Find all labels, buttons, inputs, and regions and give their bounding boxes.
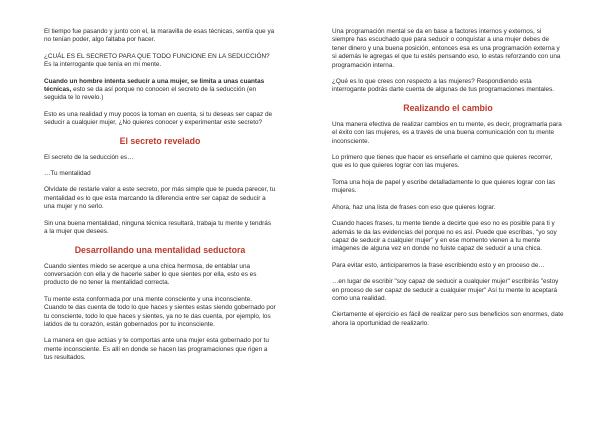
bold-lead-text: Cuando un hombre intenta seducir a una mujer, se limita a unas cuantas técnicas, bbox=[44, 77, 265, 94]
left-column bbox=[44, 28, 276, 371]
paragraph: Una manera efectiva de realizar cambios en tu mente, es decir, programarla para el éxito con las mujeres, es a través de una buena comunicación con tu mente inconsciente. bbox=[332, 120, 562, 145]
paragraph: Tu mente esta conformada por una mente consciente y una inconsciente. Cuando te das cuenta de todo lo que haces y sientes estas siendo gobernado por tu consciente, todo lo que haces y sientes, ya no te das cuenta, por ejemplo, los latidos de tu corazón, están gobernados por tu inconsciente. bbox=[44, 295, 276, 328]
section-heading-cambio: Realizando el cambio bbox=[403, 102, 493, 113]
paragraph: ¿Qué es lo que crees con respecto a las mujeres? Respondiendo esta interrogante podrás darte cuenta de algunas de tus programaciones mentales. bbox=[332, 78, 555, 94]
paragraph: Para evitar esto, anticiparemos la frase escribiendo esto y en proceso de… bbox=[332, 261, 545, 269]
paragraph: Cuando haces frases, tu mente tiende a decirte que eso no es posible para ti y además te da las evidencias del porque no es así. Puede que escribas, "yo soy capaz de seducir a cualquier mujer" y en ese momento vienen a tu mente imágenes de alguna vez en donde no fuiste capaz de seducir a una chica. bbox=[332, 220, 557, 253]
paragraph: Una programación mental se da en base a factores internos y externos, si siempre has escuchado que para seducir o conquistar a una mujer debes de tener dinero y una buena posición, entonces esa es una programación externa y si además le agregas el que tu estés pensando eso, lo estas reforzando con una programación interna. bbox=[332, 28, 561, 69]
paragraph: Toma una hoja de papel y escribe detalladamente lo que quieres lograr con las mujeres. bbox=[332, 178, 556, 195]
section-heading-secreto: El secreto revelado bbox=[119, 135, 201, 146]
paragraph: ¿CUÁL ES EL SECRETO PARA QUE TODO FUNCIONE EN LA SEDUCCIÓN? Es la interrogante que tenía en mi mente. bbox=[44, 52, 270, 69]
paragraph: Esto es una realidad y muy pocos la toman en cuenta, si tu deseas ser capaz de seducir a cualquier mujer, ¿No quieres conocer y experimentar este secreto? bbox=[44, 110, 273, 127]
paragraph-rest: esto se da así porque no conocen el secreto de la seducción (en seguida te lo revelo.) bbox=[44, 86, 257, 102]
paragraph: Olvídate de restarle valor a este secreto, por más simple que te pueda parecer, tu mentalidad es lo que esta marcando la diferencia entre ser capaz de seducir a una mujer y no serlo. bbox=[44, 186, 276, 211]
paragraph: Ciertamente el ejercicio es fácil de realizar pero sus beneficios son enormes, date ahora la oportunidad de realizarlo. bbox=[332, 311, 564, 327]
paragraph: Cuando sientes miedo se acerque a una chica hermosa, de entablar una conversación con ella y de hacerle saber lo que sientes por ella, esto es es producto de no tener la mentalidad correcta. bbox=[44, 262, 257, 287]
paragraph: Lo primero que tienes que hacer es enseñarle el camino que quieres recorrer, que es lo que quieres lograr con las mujeres. bbox=[332, 154, 553, 170]
paragraph: El secreto de la seducción es… bbox=[44, 153, 134, 161]
right-column bbox=[332, 28, 564, 336]
paragraph: La manera en que actúas y te comportas ante una mujer esta gobernado por tu mente inconsciente. Es allí en donde se hacen las programaciones que rigen a tus resultados. bbox=[44, 337, 269, 362]
paragraph: El tiempo fue pasando y junto con el, la maravilla de esas técnicas, sentía que ya no tenían poder, algo faltaba por hacer. bbox=[44, 28, 275, 44]
paragraph: Sin una buena mentalidad, ninguna técnica resultará, trabaja tu mente y tendrás a la mujer que desees. bbox=[44, 219, 272, 236]
section-heading-mentalidad: Desarrollando una mentalidad seductora bbox=[74, 244, 246, 255]
paragraph: …Tu mentalidad bbox=[44, 170, 91, 178]
paragraph bbox=[44, 78, 276, 103]
paragraph: Ahora, haz una lista de frases con eso que quieres lograr. bbox=[332, 203, 496, 211]
paragraph: …en lugar de escribir "soy capaz de seducir a cualquier mujer" escribirás "estoy en proceso de ser capaz de seducir a cualquier mujer" Así tu mente lo aceptará como una realidad. bbox=[332, 278, 559, 302]
